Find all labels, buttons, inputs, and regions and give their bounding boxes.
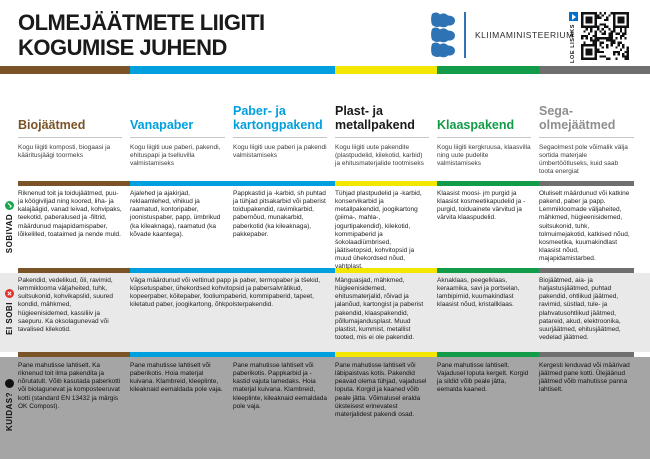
suitable-cell: Klaasist moosi- jm purgid ja klaasist kosmeetikapudelid ja -purgid, toiduainete värvitud ja värvita klaaspudelid. — [437, 190, 526, 222]
suitable-cell: Oluliselt määrdunud või katkine pakend, paber ja papp. Lemmikloomade väljaheited, mähkmed, hügieenisidemed, suitsukonid, tuhk, tolmuimejakotid, katkised nõud, kosmeetika, kuumakindlast klaasist nõud, majapidamistarbed. — [539, 190, 630, 262]
row-label-suitable — [2, 187, 16, 267]
description-cell: Kogu liigiti uue paberi, pakendi, ehituspapi ja tselluvilla valmistamiseks — [130, 144, 221, 168]
not-suitable-cell: Aknaklaas, peegelklaas, keraamika, savi ja portselan, lambipirnid, kuumakindlast klaasist nõud, kristallklaas. — [437, 277, 520, 309]
chevron-right-icon — [569, 12, 578, 21]
how-cell: Pane mahutisse lahtiselt. Ka riknenud toit ilma pakendita ja nõrutatult. Võib kasutada paberkotti või biolagunevat ja komposteeruvat kotti (standard EN 13432 ja märgis OK Compost). — [18, 362, 121, 410]
suitable-cell: Riknenud toit ja toidujäätmed, puu- ja köögiviljad ning koored, liha- ja kalajäägid, vanad leivad, kohvipaks, teekotid, paberalused ja -filtrid, määrdunud majapidamispaber, lõikelilled, toataimed ja nende muld. — [18, 190, 122, 238]
how-row — [18, 362, 634, 419]
not-suitable-cell: Pakendid, vedelikud, õli, ravimid, lemmiklooma väljaheited, tuhk, suitsukonid, kohvikapslid, suured kondid, mähkmed, hügieenisidemed, kassiliiv ja saepuru. Ka oksolagunevad või tavalised kilekotid. — [18, 277, 114, 333]
how-cell: Kergesti lenduvad või määrivad jäätmed pane kotti. Ülejäänud jäätmed võib mahutisse panna lahtiselt. — [539, 362, 630, 394]
row-label-how — [2, 357, 16, 453]
row-label-not-suitable — [2, 274, 16, 350]
row-label-how-text: KUIDAS? — [4, 391, 14, 432]
suitable-cell: Tühjad plastpudelid ja -karbid, konservikarbid ja metallpakendid, joogikartong (piima-, mahla-, jogurtipakendid), kilekotid, kommipaberid ja šokolaadiümbrised, jäätisetopsid, kohvitopsid ja muud ühekordsed nõud, vahtplast. — [335, 190, 422, 271]
column-header-vanapaber: Vanapaber — [130, 119, 225, 139]
dot-circle-icon — [5, 379, 14, 388]
category-color-bar-top — [0, 66, 650, 74]
column-header-segaolmejaatmed: Sega-olmejäätmed — [539, 105, 634, 138]
column-header-paber-kartongpakend: Paber- ja kartongpakend — [233, 105, 327, 138]
description-cell: Segaolmest pole võimalik välja sortida materjale ümbertöötluseks, kuid saab toota energiat — [539, 144, 628, 176]
cross-circle-icon — [5, 289, 14, 298]
row-label-not-suitable-text: EI SOBI — [4, 302, 14, 335]
qr-label: LOE LISAKS — [570, 24, 576, 64]
check-circle-icon — [5, 201, 14, 210]
suitable-cell: Ajalehed ja ajakirjad, reklaamlehed, vihikud ja raamatud, kontoripaber, joonistuspaber, papp, ümbrikud (ka kileaknaga), raamatud (ka kõvade kaantega). — [130, 190, 221, 238]
how-cell: Pane mahutisse lahtiselt või paberikotis. Hoia materjal kuivana. Klambreid, kleeplinte, kileaknaid eemaldada pole vaja. — [130, 362, 223, 394]
ministry-brand — [430, 11, 574, 59]
description-row — [18, 144, 634, 177]
estonia-three-lions-icon — [430, 12, 456, 58]
how-cell: Pane mahutisse lahtiselt. Vajadusel loputa kergelt. Korgid ja sildid võib peale jätta, eemalda kaaned. — [437, 362, 529, 394]
column-header-biojaatmed: Biojäätmed — [18, 119, 122, 139]
how-cell: Pane mahutisse lahtiselt või läbipaistvas kotis. Pakendid peavad olema tühjad, vajadusel loputa. Korgid ja kaaned võib peale jätta. Võimalusel eralda üksteisest erinevatest materjalidest pakendi osad. — [335, 362, 427, 418]
category-color-bar-how — [18, 352, 634, 357]
column-header-klaaspakend: Klaaspakend — [437, 119, 531, 139]
row-label-suitable-text: SOBIVAD — [4, 213, 14, 254]
qr-side — [568, 12, 578, 63]
page-title-line1: OLMEJÄÄTMETE LIIGITI — [18, 10, 265, 35]
column-header-plast-metallpakend: Plast- ja metallpakend — [335, 105, 429, 138]
qr-block — [568, 12, 629, 63]
page-title — [18, 10, 265, 60]
category-color-bar-suitable — [18, 181, 634, 186]
not-suitable-cell: Mänguasjad, mähkmed, hügieenisidemed, ehitusmaterjalid, rõivad ja jalanõud, kartongist ja paberist pakendid, klaaspakendid, põllumajandusplast. Muud plastist, kummist, metallist tooted, mis ei ole pakendid. — [335, 277, 424, 341]
ministry-name: KLIIMAMINISTEERIUM — [475, 30, 574, 40]
how-cell: Pane mahutisse lahtiselt või paberikotis. Pappkarbid ja -kastid vajuta lamedaks. Hoia materjal kuivana. Klambreid, kleeplinte, kileaknaid eemaldada pole vaja. — [233, 362, 327, 410]
page-title-line2: KOGUMISE JUHEND — [18, 35, 227, 60]
brand-divider — [464, 12, 466, 58]
description-cell: Kogu liigiti uue paberi ja pakendi valmistamiseks — [233, 144, 327, 160]
column-header-row — [18, 90, 634, 138]
not-suitable-cell-merged-paper: Väga määrdunud või vettinud papp ja paber, termopaber ja tšekid, küpsetuspaber, ühekordsed kohvitopsid ja pabersalvrätikud, kopeerpaber, köitepaber, fooliumpaberid, kommipaberid, tapeet, kiletatud paber, joogikartong, õhkpolsterpakendid. — [130, 277, 321, 309]
description-cell: Kogu liigiti uute pakendite (plastpudelid, kilekotid, karbid) ja ehitusmaterjalide tootmiseks — [335, 144, 424, 168]
description-cell: Kogu liigiti komposti, biogaasi ja kääritusjäägi toormeks — [18, 144, 111, 160]
description-cell: Kogu liigiti kergkruusa, klaasvilla ning uute pudelite valmistamiseks — [437, 144, 531, 168]
qr-code — [581, 12, 629, 60]
suitable-row — [18, 190, 634, 271]
not-suitable-row — [18, 277, 634, 342]
not-suitable-cell: Biojäätmed, aia- ja haljastusjäätmed, puhtad pakendid, ohtlikud jäätmed, ravimid, süstlad, tule- ja plahvatusohtlikud jäätmed, patareid, akud, elektroonika, suurjäätmed, ehitusjäätmed, vedelad jäätmed. — [539, 277, 621, 341]
suitable-cell: Pappkastid ja -karbid, sh puhtad ja tühjad pitsakarbid või paberist toidupakendid, ravimikarbid, pabernõud, munakarbid, paberkotid (ka kileaknaga), pakkepaber. — [233, 190, 326, 238]
